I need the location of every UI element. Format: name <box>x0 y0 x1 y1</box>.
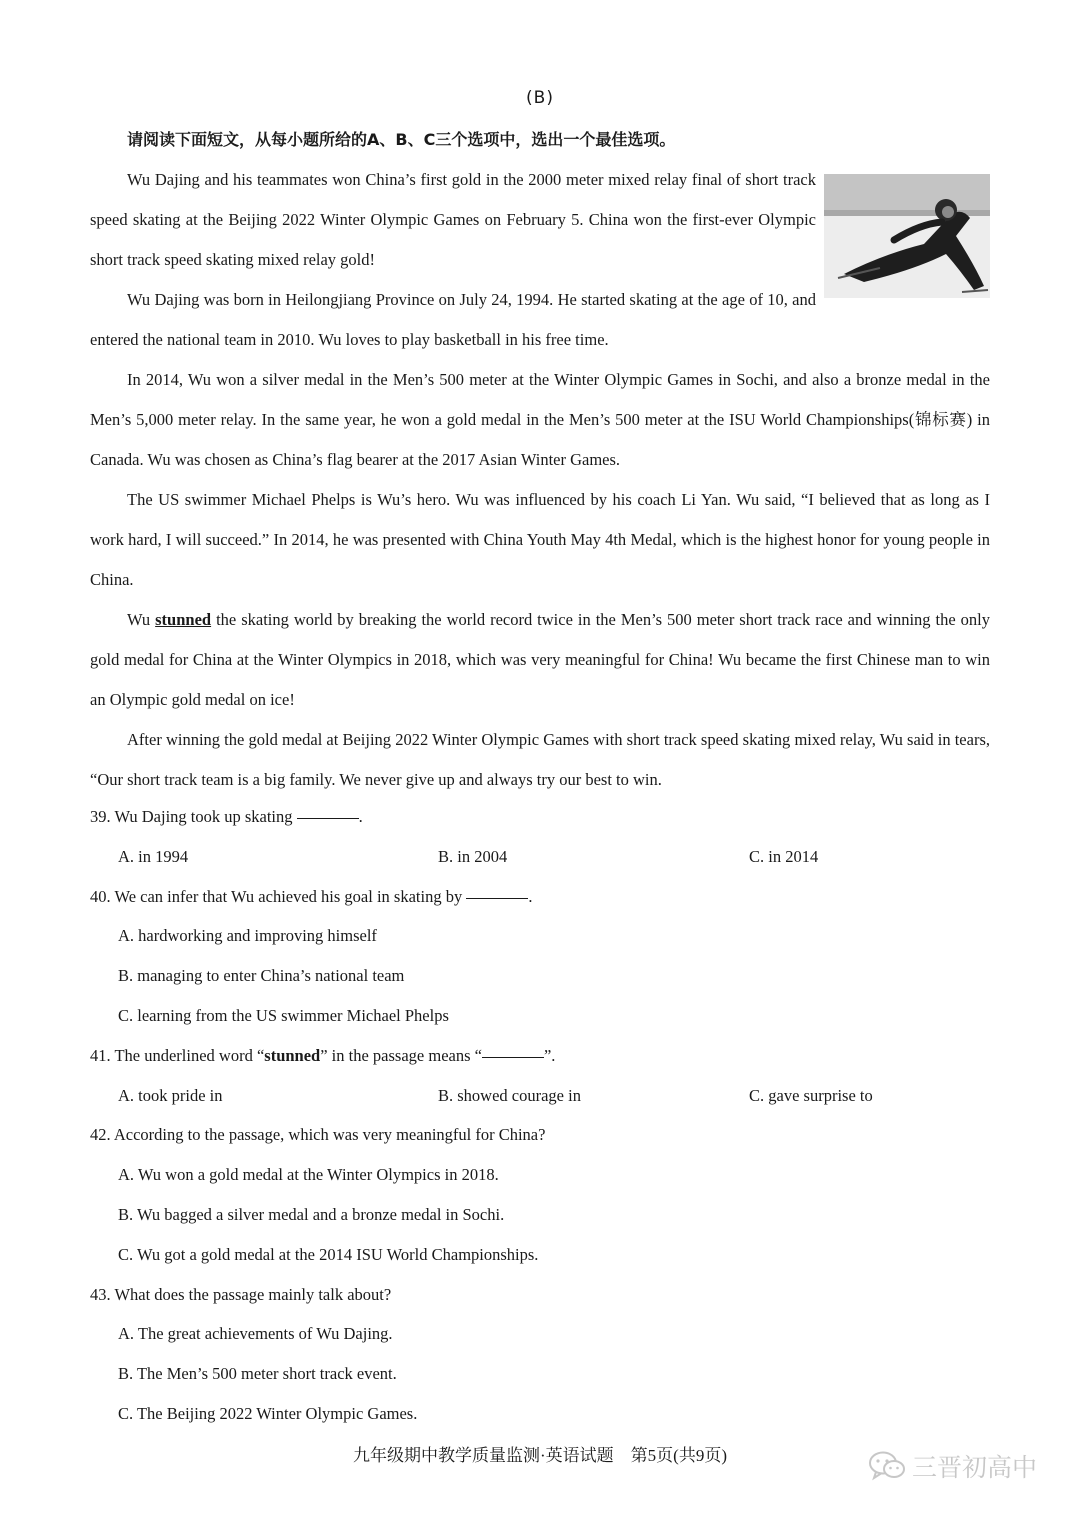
underlined-word: stunned <box>155 610 212 629</box>
q39-options <box>90 837 990 877</box>
speed-skater-image <box>824 174 990 298</box>
question-41 <box>90 1036 990 1076</box>
q41-stem: 41. The underlined word “ <box>90 1045 265 1065</box>
q39-option-b: B. in 2004 <box>438 846 508 866</box>
q41-stem-end: ”. <box>543 1045 556 1065</box>
q41-option-b: B. showed courage in <box>438 1085 581 1105</box>
q39-stem: 39. Wu Dajing took up skating <box>90 807 297 826</box>
q42-option-b: B. Wu bagged a silver medal and a bronze medal in Sochi. <box>118 1204 505 1224</box>
q41-option-c: C. gave surprise to <box>749 1085 873 1105</box>
q41-keyword: stunned <box>264 1045 321 1065</box>
q39-stem-end: . <box>358 807 363 826</box>
question-43: 43. What does the passage mainly talk about? <box>90 1284 392 1304</box>
page-footer: 九年级期中教学质量监测·英语试题 第5页(共9页) <box>353 1446 727 1465</box>
q40-stem-end: . <box>528 886 533 906</box>
reading-passage <box>90 160 990 800</box>
q43-option-c: C. The Beijing 2022 Winter Olympic Games. <box>118 1403 418 1423</box>
section-label: (B) <box>526 88 554 108</box>
passage-paragraph-1: Wu Dajing and his teammates won China’s first gold in the 2000 meter mixed relay final of short track speed skating at the Beijing 2022 Winter Olympic Games on February 5. China won the first-ever Olympic short track speed skating mixed relay gold! <box>90 170 816 269</box>
question-42: 42. According to the passage, which was very meaningful for China? <box>90 1125 546 1145</box>
question-40 <box>90 877 990 917</box>
q40-option-b: B. managing to enter China’s national team <box>118 966 405 986</box>
q43-option-a: A. The great achievements of Wu Dajing. <box>118 1324 393 1344</box>
q40-option-c: C. learning from the US swimmer Michael Phelps <box>118 1005 449 1025</box>
answer-blank <box>466 897 528 899</box>
passage-paragraph-5 <box>90 600 990 720</box>
passage-paragraph-6: After winning the gold medal at Beijing 2022 Winter Olympic Games with short track speed skating mixed relay, Wu said in tears, “Our short track team is a big family. We never give up and always try our best to win. <box>90 730 990 789</box>
answer-blank <box>297 817 359 819</box>
q40-stem: 40. We can infer that Wu achieved his goal in skating by <box>90 886 467 906</box>
p5-text-after: the skating world by breaking the world record twice in the Men’s 500 meter short track race and winning the only gold medal for China at the Winter Olympics in 2018, which was very meaningful for China! Wu became the first Chinese man to win an Olympic gold medal on ice! <box>90 610 990 709</box>
skater-photo <box>824 174 990 298</box>
q41-options <box>90 1076 990 1116</box>
passage-paragraph-4: The US swimmer Michael Phelps is Wu’s hero. Wu was influenced by his coach Li Yan. Wu said, “I believed that as long as I work hard, I will succeed.” In 2014, he was presented with China Youth May 4th Medal, which is the highest honor for young people in China. <box>90 490 990 589</box>
q39-option-a: A. in 1994 <box>118 846 189 866</box>
passage-paragraph-2: Wu Dajing was born in Heilongjiang Province on July 24, 1994. He started skating at the age of 10, and entered the national team in 2010. Wu loves to play basketball in his free time. <box>90 290 816 349</box>
q42-option-a: A. Wu won a gold medal at the Winter Olympics in 2018. <box>118 1165 499 1185</box>
q41-option-a: A. took pride in <box>118 1085 223 1105</box>
question-list <box>90 797 990 1434</box>
q41-stem-mid: ” in the passage means “ <box>320 1045 482 1065</box>
q43-option-b: B. The Men’s 500 meter short track event. <box>118 1364 397 1384</box>
q42-option-c: C. Wu got a gold medal at the 2014 ISU World Championships. <box>118 1244 539 1264</box>
question-39 <box>90 797 990 837</box>
wechat-icon <box>868 1450 906 1482</box>
watermark <box>868 1448 1037 1484</box>
q39-option-c: C. in 2014 <box>749 846 819 866</box>
watermark-text: 三晋初高中 <box>912 1453 1038 1482</box>
instruction-text: 请阅读下面短文，从每小题所给的A、B、C三个选项中，选出一个最佳选项。 <box>127 130 676 149</box>
answer-blank <box>482 1056 544 1058</box>
passage-paragraph-3: In 2014, Wu won a silver medal in the Men’s 500 meter at the Winter Olympic Games in Sochi, and also a bronze medal in the Men’s 5,000 meter relay. In the same year, he won a gold medal in the Men’s 500 meter at the ISU World Championships(锦标赛) in Canada. Wu was chosen as China’s flag bearer at the 2017 Asian Winter Games. <box>90 370 990 469</box>
p5-text-before: Wu <box>127 610 156 629</box>
q40-option-a: A. hardworking and improving himself <box>118 926 377 946</box>
